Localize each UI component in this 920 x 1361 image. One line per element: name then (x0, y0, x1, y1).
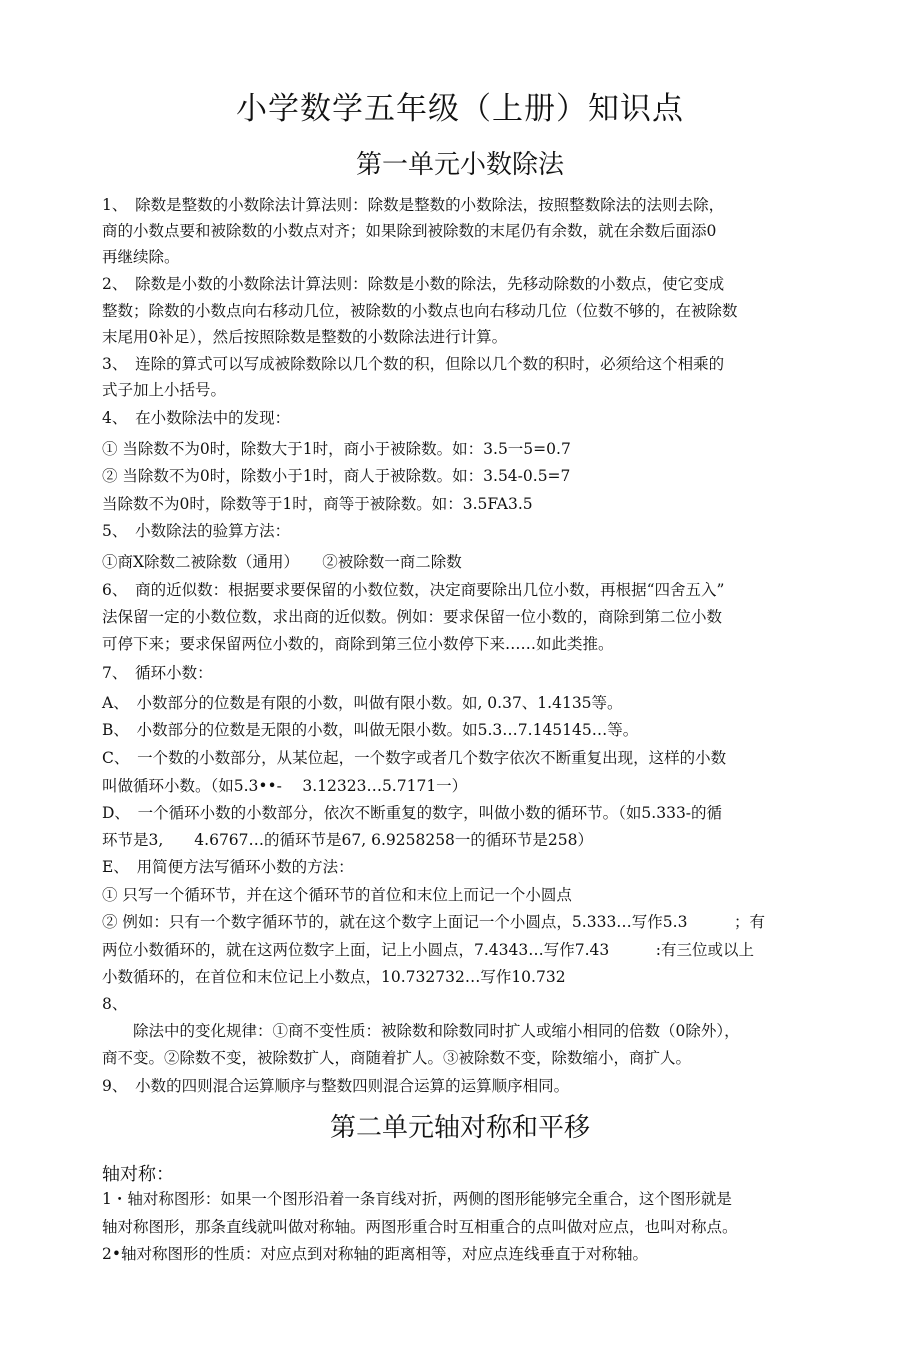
paragraph-line: 5、 小数除法的验算方法： (102, 522, 291, 540)
paragraph-line: ② 例如：只有一个数字循环节的，就在这个数字上面记一个小圆点，5.333…写作5.3 ；有 (102, 913, 765, 931)
paragraph-line: 可停下来；要求保留两位小数的，商除到第三位小数停下来……如此类推。 (102, 635, 614, 653)
paragraph-line: C、 一个数的小数部分，从某位起，一个数字或者几个数字依次不断重复出现，这样的小数 (102, 749, 727, 767)
paragraph-line: 整数；除数的小数点向右移动几位，被除数的小数点也向右移动几位（位数不够的，在被除数 (102, 302, 738, 320)
paragraph-line: 商的小数点要和被除数的小数点对齐；如果除到被除数的末尾仍有余数，就在余数后面添0 (102, 222, 717, 240)
paragraph-line: 除法中的变化规律：①商不变性质：被除数和除数同时扩人或缩小相同的倍数（0除外）， (102, 1022, 740, 1040)
paragraph-line: A、 小数部分的位数是有限的小数，叫做有限小数。如, 0.37、1.4135等。 (102, 694, 623, 712)
paragraph-line: ① 当除数不为0时，除数大于1时，商小于被除数。如：3.5一5=0.7 (102, 440, 571, 458)
paragraph-line: 9、 小数的四则混合运算顺序与整数四则混合运算的运算顺序相同。 (102, 1077, 570, 1095)
paragraph-line: 小数循环的，在首位和末位记上小数点，10.732732…写作10.732 (102, 968, 566, 986)
paragraph-line: 3、 连除的算式可以写成被除数除以几个数的积，但除以几个数的积时，必须给这个相乘的 (102, 355, 725, 373)
paragraph-line: 当除数不为0时，除数等于1时，商等于被除数。如：3.5FA3.5 (102, 495, 533, 513)
paragraph-line: 两位小数循环的，就在这两位数字上面，记上小圆点，7.4343…写作7.43 :有三位或以上 (102, 941, 754, 959)
unit1-title: 第一单元小数除法 (355, 150, 564, 180)
paragraph-line: 4、 在小数除法中的发现： (102, 409, 291, 427)
paragraph-line: 式子加上小括号。 (102, 381, 227, 399)
paragraph-line: 商不变。②除数不变，被除数扩人，商随着扩人。③被除数不变，除数缩小，商扩人。 (102, 1049, 692, 1067)
paragraph-line: 2•轴对称图形的性质：对应点到对称轴的距离相等，对应点连线垂直于对称轴。 (102, 1245, 649, 1263)
section-heading: 轴对称： (102, 1164, 174, 1185)
paragraph-line: D、 一个循环小数的小数部分，依次不断重复的数字，叫做小数的循环节。（如5.333-的循 (102, 804, 723, 822)
paragraph-line: B、 小数部分的位数是无限的小数，叫做无限小数。如5.3…7.145145…等。 (102, 721, 639, 739)
paragraph-line: 法保留一定的小数位数，求出商的近似数。例如：要求保留一位小数的，商除到第二位小数 (102, 608, 723, 626)
paragraph-line: E、 用简便方法写循环小数的方法： (102, 858, 354, 876)
unit2-title: 第二单元轴对称和平移 (329, 1113, 590, 1143)
paragraph-line: 环节是3, 4.6767…的循环节是67, 6.9258258一的循环节是258） (102, 831, 594, 849)
paragraph-line: 1・轴对称图形：如果一个图形沿着一条肓线对折，两侧的图形能够完全重合，这个图形就是 (102, 1190, 732, 1208)
paragraph-line: 2、 除数是小数的小数除法计算法则：除数是小数的除法，先移动除数的小数点，使它变成 (102, 275, 725, 293)
paragraph-line: 7、 循环小数： (102, 664, 213, 682)
paragraph-line: 轴对称图形，那条直线就叫做对称轴。两图形重合时互相重合的点叫做对应点，也叫对称点。 (102, 1218, 738, 1236)
paragraph-line: 8、 (102, 995, 128, 1013)
paragraph-line: 1、 除数是整数的小数除法计算法则：除数是整数的小数除法，按照整数除法的法则去除， (102, 196, 725, 214)
document-title: 小学数学五年级（上册）知识点 (236, 91, 684, 127)
paragraph-line: ① 只写一个循环节，并在这个循环节的首位和末位上而记一个小圆点 (102, 886, 572, 904)
paragraph-line: ①商X除数二被除数（通用） ②被除数一商二除数 (102, 553, 462, 571)
paragraph-line: 末尾用0补足），然后按照除数是整数的小数除法进行计算。 (102, 328, 508, 346)
paragraph-line: 叫做循环小数。（如5.3••- 3.12323…5.7171一） (102, 777, 468, 795)
paragraph-line: ② 当除数不为0时，除数小于1时，商人于被除数。如：3.54-0.5=7 (102, 467, 571, 485)
paragraph-line: 6、 商的近似数：根据要求要保留的小数位数，决定商要除出几位小数，再根据“四舍五入” (102, 581, 725, 599)
paragraph-line: 再继续除。 (102, 248, 180, 266)
